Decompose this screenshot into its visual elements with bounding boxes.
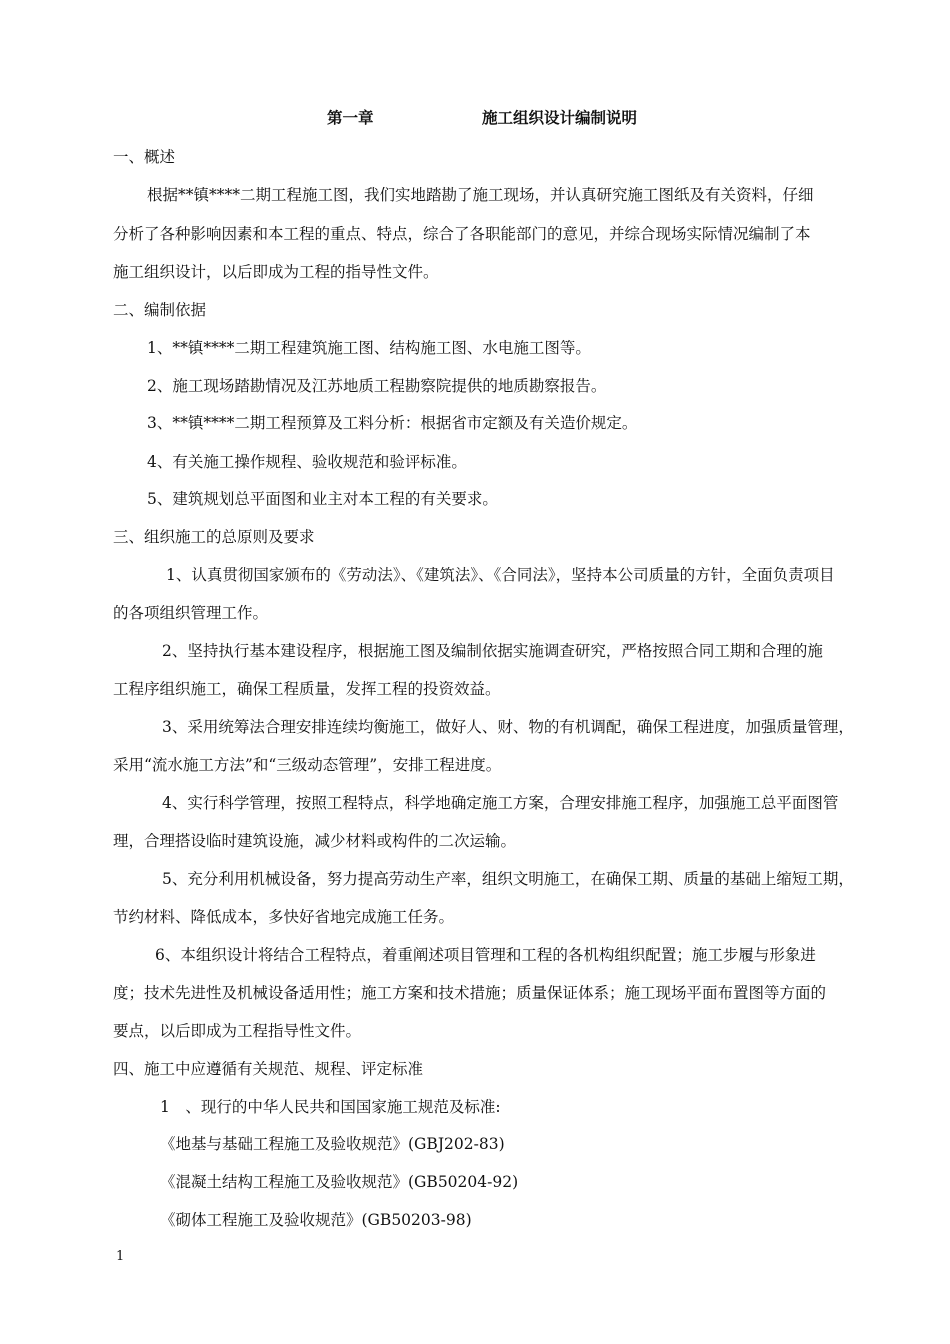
paragraph-line: 理，合理搭设临时建筑设施，减少材料或构件的二次运输。: [113, 832, 517, 850]
chapter-number: 第一章: [327, 108, 374, 127]
chapter-name: 施工组织设计编制说明: [482, 108, 638, 127]
list-item: 1 、现行的中华人民共和国国家施工规范及标准:: [160, 1098, 501, 1116]
section-heading-standards: 四、施工中应遵循有关规范、规程、评定标准: [113, 1060, 424, 1078]
paragraph-line: 工程序组织施工，确保工程质量，发挥工程的投资效益。: [113, 680, 501, 698]
standard-code: 《地基与基础工程施工及验收规范》(GBJ202-83): [160, 1135, 505, 1153]
paragraph-line: 2、坚持执行基本建设程序，根据施工图及编制依据实施调查研究，严格按照合同工期和合理的施: [162, 642, 823, 660]
paragraph-line: 度；技术先进性及机械设备适用性；施工方案和技术措施；质量保证体系；施工现场平面布置图等方面的: [113, 984, 827, 1002]
paragraph-line: 6、本组织设计将结合工程特点，着重阐述项目管理和工程的各机构组织配置；施工步履与形象进: [155, 946, 816, 964]
paragraph-line: 施工组织设计，以后即成为工程的指导性文件。: [113, 263, 439, 281]
paragraph-line: 采用“流水施工方法”和“三级动态管理”，安排工程进度。: [113, 756, 502, 774]
section-heading-principles: 三、组织施工的总原则及要求: [113, 528, 315, 546]
paragraph-line: 分析了各种影响因素和本工程的重点、特点，综合了各职能部门的意见，并综合现场实际情况编制了本: [113, 225, 811, 243]
list-item: 4、有关施工操作规程、验收规范和验评标准。: [147, 453, 467, 471]
list-item: 1、**镇****二期工程建筑施工图、结构施工图、水电施工图等。: [147, 339, 591, 357]
paragraph-line: 要点，以后即成为工程指导性文件。: [113, 1022, 362, 1040]
standard-code: 《混凝土结构工程施工及验收规范》(GB50204-92): [160, 1173, 519, 1191]
list-item: 3、**镇****二期工程预算及工料分析：根据省市定额及有关造价规定。: [147, 414, 638, 432]
list-item: 2、施工现场踏勘情况及江苏地质工程勘察院提供的地质勘察报告。: [147, 377, 607, 395]
page-number: 1: [116, 1249, 125, 1264]
standard-code: 《砌体工程施工及验收规范》(GB50203-98): [160, 1211, 472, 1229]
list-item: 5、建筑规划总平面图和业主对本工程的有关要求。: [147, 490, 498, 508]
section-heading-basis: 二、编制依据: [113, 301, 207, 319]
paragraph-line: 的各项组织管理工作。: [113, 604, 269, 622]
paragraph-line: 5、充分利用机械设备，努力提高劳动生产率，组织文明施工，在确保工期、质量的基础上缩短工期，: [162, 870, 854, 888]
section-heading-overview: 一、概述: [113, 148, 176, 166]
paragraph-line: 根据**镇****二期工程施工图，我们实地踏勘了施工现场，并认真研究施工图纸及有关资料，仔细: [147, 186, 814, 204]
paragraph-line: 3、采用统筹法合理安排连续均衡施工，做好人、财、物的有机调配，确保工程进度，加强质量管理，: [162, 718, 854, 736]
paragraph-line: 节约材料、降低成本，多快好省地完成施工任务。: [113, 908, 455, 926]
paragraph-line: 4、实行科学管理，按照工程特点，科学地确定施工方案，合理安排施工程序，加强施工总平面图管: [162, 794, 839, 812]
paragraph-line: 1、认真贯彻国家颁布的《劳动法》、《建筑法》、《合同法》，坚持本公司质量的方针，全面负责项目: [166, 566, 835, 584]
